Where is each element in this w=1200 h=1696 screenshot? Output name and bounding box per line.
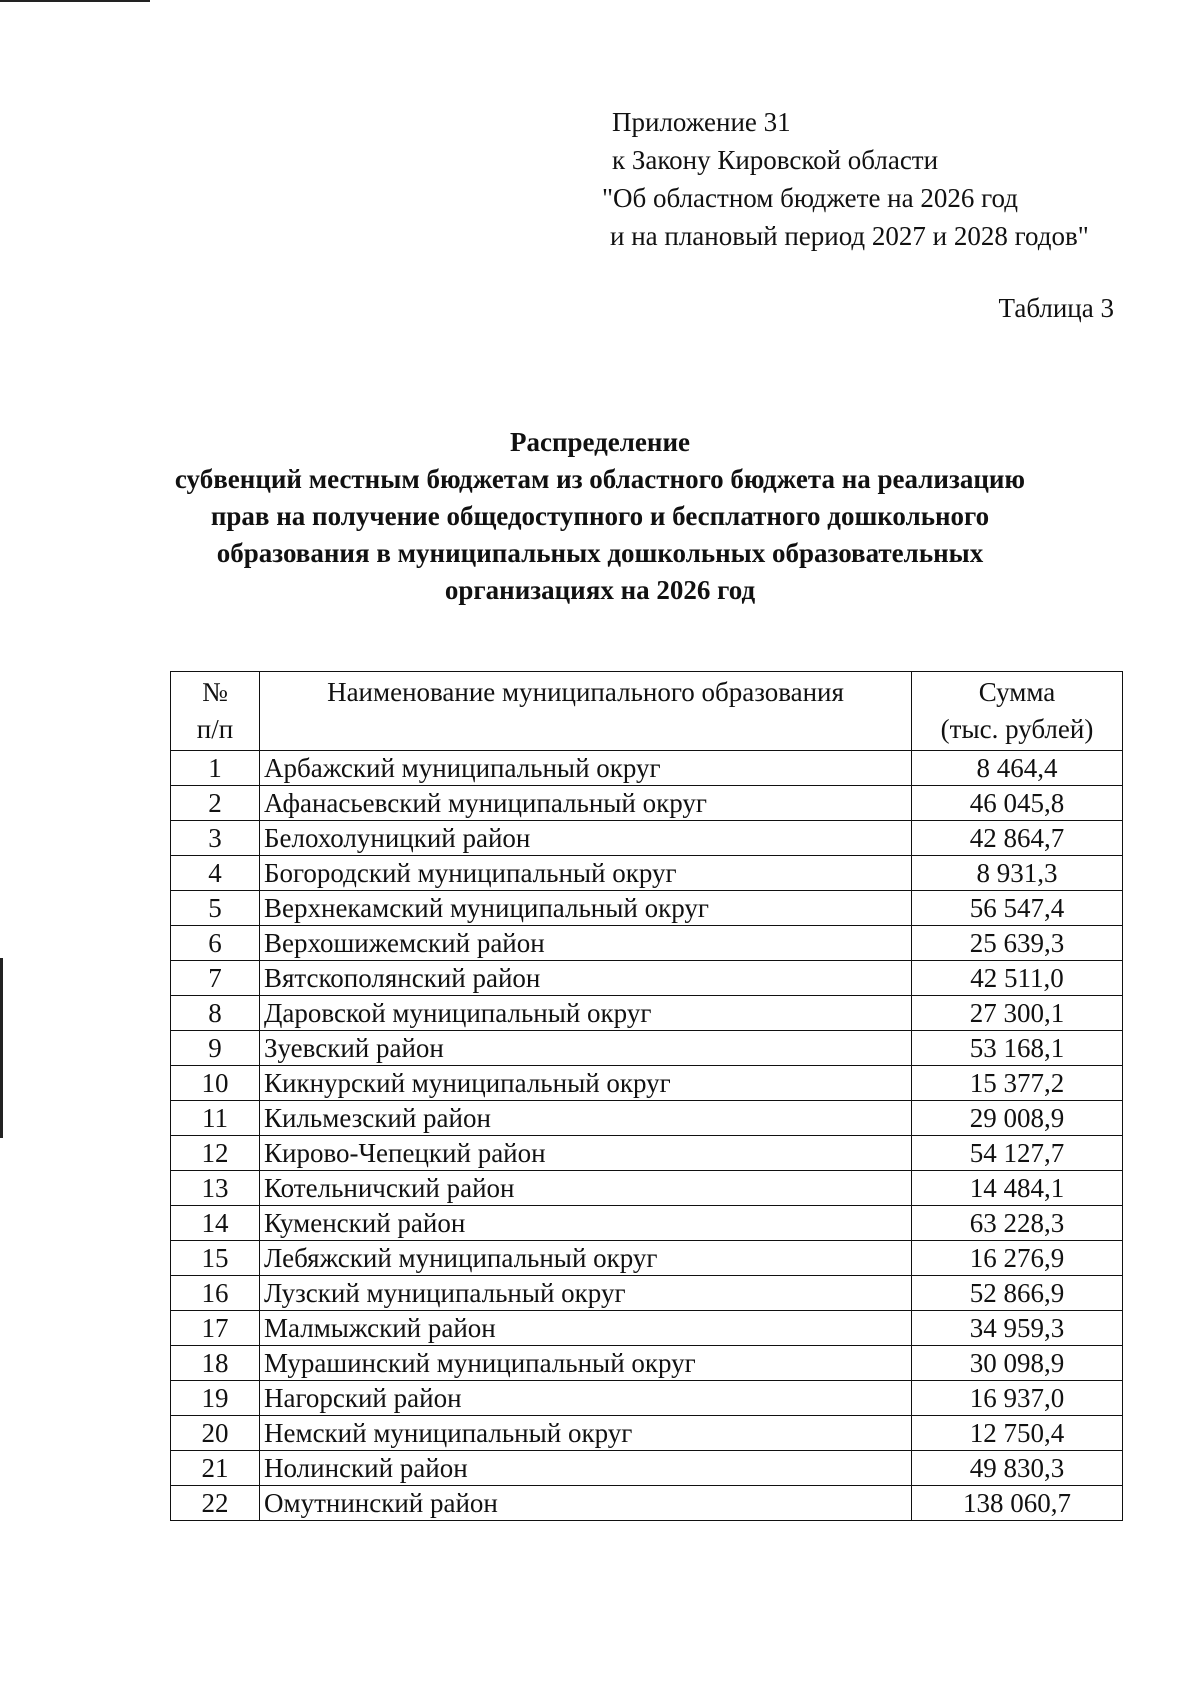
row-municipality: Куменский район bbox=[260, 1206, 912, 1241]
row-amount: 42 864,7 bbox=[912, 821, 1123, 856]
row-number: 22 bbox=[171, 1486, 260, 1521]
row-amount: 29 008,9 bbox=[912, 1101, 1123, 1136]
row-amount: 25 639,3 bbox=[912, 926, 1123, 961]
table-row bbox=[171, 786, 1123, 821]
row-number: 19 bbox=[171, 1381, 260, 1416]
table-row bbox=[171, 996, 1123, 1031]
row-amount: 8 464,4 bbox=[912, 751, 1123, 786]
row-municipality: Лузский муниципальный округ bbox=[260, 1276, 912, 1311]
table-row bbox=[171, 856, 1123, 891]
row-number: 2 bbox=[171, 786, 260, 821]
row-amount: 56 547,4 bbox=[912, 891, 1123, 926]
header-name: Наименование муниципального образования bbox=[260, 672, 912, 751]
row-municipality: Верхошижемский район bbox=[260, 926, 912, 961]
row-number: 3 bbox=[171, 821, 260, 856]
row-municipality: Малмыжский район bbox=[260, 1311, 912, 1346]
header-num-line: № bbox=[202, 677, 228, 707]
row-municipality: Даровской муниципальный округ bbox=[260, 996, 912, 1031]
row-amount: 15 377,2 bbox=[912, 1066, 1123, 1101]
row-number: 17 bbox=[171, 1311, 260, 1346]
row-municipality: Арбажский муниципальный округ bbox=[260, 751, 912, 786]
row-number: 10 bbox=[171, 1066, 260, 1101]
appendix-line: "Об областном бюджете на 2026 год bbox=[602, 183, 1018, 213]
title-line: Распределение bbox=[509, 427, 691, 457]
scan-edge-mark bbox=[0, 0, 150, 2]
title-line: образования в муниципальных дошкольных образовательных bbox=[216, 538, 984, 568]
row-number: 18 bbox=[171, 1346, 260, 1381]
table-row bbox=[171, 1066, 1123, 1101]
row-municipality: Мурашинский муниципальный округ bbox=[260, 1346, 912, 1381]
row-amount: 12 750,4 bbox=[912, 1416, 1123, 1451]
document-title bbox=[150, 424, 1050, 609]
row-number: 8 bbox=[171, 996, 260, 1031]
row-amount: 14 484,1 bbox=[912, 1171, 1123, 1206]
header-num-line: п/п bbox=[196, 714, 234, 744]
row-municipality: Зуевский район bbox=[260, 1031, 912, 1066]
table-row bbox=[171, 1101, 1123, 1136]
table-row bbox=[171, 1346, 1123, 1381]
table-row bbox=[171, 1031, 1123, 1066]
row-amount: 16 937,0 bbox=[912, 1381, 1123, 1416]
table-row bbox=[171, 751, 1123, 786]
row-amount: 42 511,0 bbox=[912, 961, 1123, 996]
row-amount: 52 866,9 bbox=[912, 1276, 1123, 1311]
title-line: субвенций местным бюджетам из областного бюджета на реализацию bbox=[174, 464, 1026, 494]
row-number: 13 bbox=[171, 1171, 260, 1206]
table-row bbox=[171, 1171, 1123, 1206]
table-body bbox=[171, 751, 1123, 1521]
title-line: организациях на 2026 год bbox=[444, 575, 756, 605]
row-amount: 46 045,8 bbox=[912, 786, 1123, 821]
row-amount: 27 300,1 bbox=[912, 996, 1123, 1031]
row-amount: 34 959,3 bbox=[912, 1311, 1123, 1346]
row-number: 21 bbox=[171, 1451, 260, 1486]
row-municipality: Омутнинский район bbox=[260, 1486, 912, 1521]
header-sum-line: Сумма bbox=[978, 677, 1056, 707]
row-number: 20 bbox=[171, 1416, 260, 1451]
row-number: 16 bbox=[171, 1276, 260, 1311]
row-amount: 8 931,3 bbox=[912, 856, 1123, 891]
table-row bbox=[171, 821, 1123, 856]
table-row bbox=[171, 1206, 1123, 1241]
appendix-line: Приложение 31 bbox=[612, 107, 791, 137]
table-row bbox=[171, 1311, 1123, 1346]
row-municipality: Верхнекамский муниципальный округ bbox=[260, 891, 912, 926]
row-amount: 63 228,3 bbox=[912, 1206, 1123, 1241]
row-municipality: Кильмезский район bbox=[260, 1101, 912, 1136]
row-number: 4 bbox=[171, 856, 260, 891]
header-sum bbox=[912, 672, 1123, 751]
row-municipality: Богородский муниципальный округ bbox=[260, 856, 912, 891]
row-municipality: Немский муниципальный округ bbox=[260, 1416, 912, 1451]
row-amount: 53 168,1 bbox=[912, 1031, 1123, 1066]
row-municipality: Белохолуницкий район bbox=[260, 821, 912, 856]
table-row bbox=[171, 1486, 1123, 1521]
table-row bbox=[171, 1136, 1123, 1171]
row-amount: 54 127,7 bbox=[912, 1136, 1123, 1171]
row-amount: 30 098,9 bbox=[912, 1346, 1123, 1381]
row-number: 14 bbox=[171, 1206, 260, 1241]
row-municipality: Нолинский район bbox=[260, 1451, 912, 1486]
row-amount: 138 060,7 bbox=[912, 1486, 1123, 1521]
appendix-line: и на плановый период 2027 и 2028 годов" bbox=[610, 221, 1089, 251]
table-row bbox=[171, 1451, 1123, 1486]
row-number: 5 bbox=[171, 891, 260, 926]
header-num bbox=[171, 672, 260, 751]
distribution-table bbox=[170, 671, 1123, 1521]
table-header-row bbox=[171, 672, 1123, 751]
table-row bbox=[171, 1276, 1123, 1311]
row-amount: 16 276,9 bbox=[912, 1241, 1123, 1276]
table-row bbox=[171, 961, 1123, 996]
appendix-line: к Закону Кировской области bbox=[612, 145, 939, 175]
table-row bbox=[171, 926, 1123, 961]
row-number: 12 bbox=[171, 1136, 260, 1171]
row-number: 7 bbox=[171, 961, 260, 996]
row-amount: 49 830,3 bbox=[912, 1451, 1123, 1486]
title-line: прав на получение общедоступного и бесплатного дошкольного bbox=[210, 501, 990, 531]
row-municipality: Афанасьевский муниципальный округ bbox=[260, 786, 912, 821]
row-municipality: Нагорский район bbox=[260, 1381, 912, 1416]
appendix-header bbox=[602, 103, 1089, 255]
table-row bbox=[171, 1241, 1123, 1276]
row-number: 15 bbox=[171, 1241, 260, 1276]
row-number: 9 bbox=[171, 1031, 260, 1066]
scan-edge-mark bbox=[0, 958, 3, 1138]
row-municipality: Котельничский район bbox=[260, 1171, 912, 1206]
table-row bbox=[171, 891, 1123, 926]
row-municipality: Кикнурский муниципальный округ bbox=[260, 1066, 912, 1101]
table-row bbox=[171, 1381, 1123, 1416]
row-municipality: Лебяжский муниципальный округ bbox=[260, 1241, 912, 1276]
row-number: 6 bbox=[171, 926, 260, 961]
row-municipality: Вятскополянский район bbox=[260, 961, 912, 996]
row-number: 1 bbox=[171, 751, 260, 786]
table-row bbox=[171, 1416, 1123, 1451]
table-label: Таблица 3 bbox=[998, 293, 1114, 323]
row-municipality: Кирово-Чепецкий район bbox=[260, 1136, 912, 1171]
header-sum-line: (тыс. рублей) bbox=[940, 714, 1094, 744]
row-number: 11 bbox=[171, 1101, 260, 1136]
